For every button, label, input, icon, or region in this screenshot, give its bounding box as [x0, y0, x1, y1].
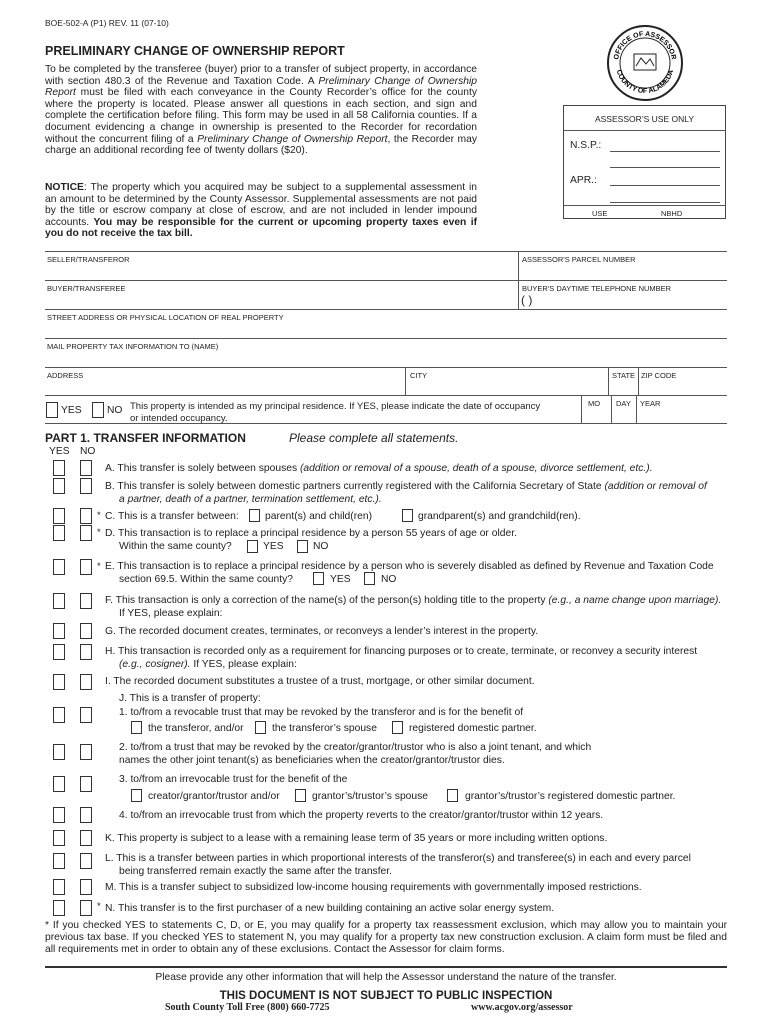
stmt-c: C. This is a transfer between: — [105, 511, 239, 522]
j1-partner-label: registered domestic partner. — [409, 723, 537, 734]
stmt-g: G. The recorded document creates, terminates, or reconveys a lender’s interest in the property. — [105, 626, 539, 637]
stmt-d-county-yes-label: YES — [263, 541, 284, 552]
address-label: ADDRESS — [47, 371, 84, 380]
apn-input[interactable] — [522, 264, 722, 280]
form-id: BOE-502-A (P1) REV. 11 (07-10) — [45, 18, 169, 28]
notice-paragraph: NOTICE: The property which you acquired may be subject to a supplemental assessment in an amount to be determined by the County Assessor. Supplemental assessments are not paid by the title or escrow company at close of escrow, and are not included in lender impound accounts. You may be responsible for the current or upcoming property taxes even if you do not receive the tax bill. — [45, 182, 477, 240]
stmt-d-no[interactable] — [80, 525, 92, 541]
principal-yes-checkbox[interactable] — [46, 402, 58, 418]
stmt-n-star: * — [97, 901, 101, 912]
stmt-j2-no[interactable] — [80, 744, 92, 760]
stmt-h-yes[interactable] — [53, 644, 65, 660]
seller-input[interactable] — [45, 264, 515, 280]
stmt-l: L. This is a transfer between parties in which proportional interests of the transferor(s) and transferee(s) in each and every parcel — [105, 853, 691, 864]
principal-text-2: or intended occupancy. — [130, 413, 228, 424]
j1-spouse-label: the transferor’s spouse — [272, 723, 377, 734]
stmt-c-star: * — [97, 510, 101, 521]
part1-no-header: NO — [80, 446, 96, 457]
state-label: STATE — [612, 371, 636, 380]
nsp-field[interactable] — [610, 151, 720, 152]
j3-spouse-checkbox[interactable] — [295, 789, 306, 802]
stmt-e-yes[interactable] — [53, 559, 65, 575]
stmt-e-county-no[interactable] — [364, 572, 375, 585]
stmt-d-yes[interactable] — [53, 525, 65, 541]
stmt-j3-no[interactable] — [80, 776, 92, 792]
stmt-h: H. This transaction is recorded only as a requirement for financing purposes or to create, terminate, or reconvey a security interest — [105, 646, 698, 657]
j1-transferor-label: the transferor, and/or — [148, 723, 244, 734]
nbhd-label: NBHD — [661, 209, 683, 218]
stmt-j3: 3. to/from an irrevocable trust for the benefit of the — [119, 774, 348, 785]
principal-yes-label: YES — [61, 405, 82, 416]
stmt-d-county-no-label: NO — [313, 541, 329, 552]
stmt-c-yes[interactable] — [53, 508, 65, 524]
stmt-j1-no[interactable] — [80, 707, 92, 723]
stmt-j2-cont: names the other joint tenant(s) as beneficiaries when the creator/grantor/trustor dies. — [119, 755, 505, 766]
mail-to-input[interactable] — [45, 351, 725, 367]
stmt-d-county-yes[interactable] — [247, 540, 258, 553]
j3-creator-checkbox[interactable] — [131, 789, 142, 802]
grandparent-label: grandparent(s) and grandchild(ren). — [418, 511, 581, 522]
stmt-m-no[interactable] — [80, 879, 92, 895]
stmt-k: K. This property is subject to a lease with a remaining lease term of 35 years or more including written options. — [105, 833, 608, 844]
stmt-m-yes[interactable] — [53, 879, 65, 895]
stmt-j4: 4. to/from an irrevocable trust from which the property reverts to the creator/grantor/trustor within 12 years. — [119, 810, 604, 821]
month-label: MO — [588, 399, 601, 408]
stmt-k-yes[interactable] — [53, 830, 65, 846]
stmt-j1-yes[interactable] — [53, 707, 65, 723]
county-seal-logo — [606, 24, 684, 102]
buyer-label: BUYER/TRANSFEREE — [47, 284, 126, 293]
parent-child-checkbox[interactable] — [249, 509, 260, 522]
buyer-input[interactable] — [45, 293, 515, 309]
stmt-a: A. This transfer is solely between spouses (addition or removal of a spouse, death of a spouse, divorce settlement, etc.). — [105, 463, 653, 474]
intro-paragraph: To be completed by the transferee (buyer) prior to a transfer of subject property, in accordance with section 480.3 of the Revenue and Taxation Code. A Preliminary Change of Ownership Report must be filed with each conveyance in the County Recorder’s office for the county where the property is located. Please answer all questions in each section, and sign and complete the certification before filing. This form may be used in all 58 California counties. If a document evidencing a change in ownership is presented to the Recorder for recordation without the concurrent filing of a Preliminary Change of Ownership Report, the Recorder may charge an additional recording fee of twenty dollars ($20). — [45, 64, 477, 157]
principal-no-label: NO — [107, 405, 123, 416]
stmt-f-explain: If YES, please explain: — [119, 608, 223, 619]
stmt-j3-yes[interactable] — [53, 776, 65, 792]
j1-partner-checkbox[interactable] — [392, 721, 403, 734]
stmt-g-no[interactable] — [80, 623, 92, 639]
stmt-d-county: Within the same county? — [119, 541, 232, 552]
j3-creator-label: creator/grantor/trustor and/or — [148, 791, 280, 802]
stmt-f: F. This transaction is only a correction of the name(s) of the person(s) holding title to the property (e.g., a name change upon marriage). — [105, 595, 722, 606]
stmt-f-no[interactable] — [80, 593, 92, 609]
principal-text: This property is intended as my principal residence. If YES, please indicate the date of occupancy — [130, 401, 541, 412]
stmt-d: D. This transaction is to replace a principal residence by a person 55 years of age or older. — [105, 528, 517, 539]
stmt-i: I. The recorded document substitutes a trustee of a trust, mortgage, or other similar document. — [105, 676, 535, 687]
street-address-label: STREET ADDRESS OR PHYSICAL LOCATION OF REAL PROPERTY — [47, 313, 284, 322]
page-title: PRELIMINARY CHANGE OF OWNERSHIP REPORT — [45, 44, 345, 58]
j3-partner-checkbox[interactable] — [447, 789, 458, 802]
stmt-e-county-yes[interactable] — [313, 572, 324, 585]
toll-free-number: South County Toll Free (800) 660-7725 — [165, 1002, 330, 1013]
stmt-b-cont: a partner, death of a partner, termination settlement, etc.). — [119, 494, 382, 505]
phone-input[interactable]: ( ) — [521, 293, 533, 307]
year-label: YEAR — [640, 399, 661, 408]
stmt-h-no[interactable] — [80, 644, 92, 660]
street-address-input[interactable] — [45, 322, 725, 338]
seller-label: SELLER/TRANSFEROR — [47, 255, 130, 264]
apn-label: ASSESSOR'S PARCEL NUMBER — [522, 255, 636, 264]
j3-partner-label: grantor’s/trustor’s registered domestic partner. — [465, 791, 676, 802]
stmt-j4-no[interactable] — [80, 807, 92, 823]
apr-label: APR.: — [570, 175, 597, 186]
stmt-j4-yes[interactable] — [53, 807, 65, 823]
day-label: DAY — [616, 399, 631, 408]
stmt-f-yes[interactable] — [53, 593, 65, 609]
assessor-box-title: ASSESSOR’S USE ONLY — [594, 114, 695, 124]
exclusion-note: * If you checked YES to statements C, D, or E, you may qualify for a property tax reassessment exclusion, which may allow you to maintain your previous tax base. If you checked YES to statement N, you may qualify for a property tax new construction exclusion. A claim form must be filed and all requirements met in order to obtain any of these exclusions. Contact the Assessor for claim forms. — [45, 920, 727, 956]
stmt-e-star: * — [97, 561, 101, 572]
part1-subtitle: Please complete all statements. — [289, 431, 459, 445]
stmt-a-no[interactable] — [80, 460, 92, 476]
stmt-j2-yes[interactable] — [53, 744, 65, 760]
stmt-l-yes[interactable] — [53, 853, 65, 869]
principal-no-checkbox[interactable] — [92, 402, 104, 418]
stmt-d-star: * — [97, 527, 101, 538]
stmt-l-cont: being transferred remain exactly the same after the transfer. — [119, 866, 393, 877]
zip-label: ZIP CODE — [641, 371, 677, 380]
city-input[interactable] — [408, 380, 606, 395]
stmt-g-yes[interactable] — [53, 623, 65, 639]
stmt-e: E. This transaction is to replace a principal residence by a person who is severely disabled as defined by Revenue and Taxation Code — [105, 561, 714, 572]
j1-transferor-checkbox[interactable] — [131, 721, 142, 734]
stmt-i-yes[interactable] — [53, 674, 65, 690]
stmt-m: M. This is a transfer subject to subsidized low-income housing requirements with governmentally imposed restrictions. — [105, 882, 642, 893]
svg-text:COUNTY OF ALAMEDA: COUNTY OF ALAMEDA — [614, 68, 676, 96]
stmt-d-county-no[interactable] — [297, 540, 308, 553]
parent-child-label: parent(s) and child(ren) — [265, 511, 373, 522]
public-inspection-notice: THIS DOCUMENT IS NOT SUBJECT TO PUBLIC INSPECTION — [219, 990, 553, 1002]
stmt-b-yes[interactable] — [53, 478, 65, 494]
additional-info-prompt: Please provide any other information that will help the Assessor understand the nature of the transfer. — [155, 972, 617, 983]
use-label: USE — [592, 209, 608, 218]
svg-text:OFFICE OF ASSESSOR: OFFICE OF ASSESSOR — [613, 30, 677, 61]
part1-yes-header: YES — [49, 446, 70, 457]
stmt-n: N. This transfer is to the first purchaser of a new building containing an active solar energy system. — [105, 903, 555, 914]
stmt-b: B. This transfer is solely between domestic partners currently registered with the California Secretary of State (addition or removal of — [105, 481, 707, 492]
apr-field[interactable] — [610, 185, 720, 186]
stmt-l-no[interactable] — [80, 853, 92, 869]
nsp-label: N.S.P.: — [570, 140, 602, 151]
j1-spouse-checkbox[interactable] — [255, 721, 266, 734]
grandparent-checkbox[interactable] — [402, 509, 413, 522]
stmt-i-no[interactable] — [80, 674, 92, 690]
stmt-e-county: section 69.5. Within the same county? — [119, 574, 293, 585]
part1-title: PART 1. TRANSFER INFORMATION — [45, 431, 246, 445]
stmt-a-yes[interactable] — [53, 460, 65, 476]
website-link[interactable]: www.acgov.org/assessor — [471, 1002, 573, 1013]
city-label: CITY — [410, 371, 428, 380]
stmt-k-no[interactable] — [80, 830, 92, 846]
stmt-n-yes[interactable] — [53, 900, 65, 916]
stmt-j: J. This is a transfer of property: — [119, 693, 261, 704]
stmt-e-county-yes-label: YES — [330, 574, 351, 585]
stmt-j1: 1. to/from a revocable trust that may be revoked by the transferor and is for the benefit of — [119, 707, 524, 718]
stmt-j2: 2. to/from a trust that may be revoked by the creator/grantor/trustor who is also a joint tenant, and which — [119, 742, 592, 753]
j3-spouse-label: grantor’s/trustor’s spouse — [312, 791, 428, 802]
address-input[interactable] — [45, 380, 403, 395]
stmt-b-no[interactable] — [80, 478, 92, 494]
mail-to-label: MAIL PROPERTY TAX INFORMATION TO (NAME) — [47, 342, 219, 351]
stmt-n-no[interactable] — [80, 900, 92, 916]
stmt-e-no[interactable] — [80, 559, 92, 575]
stmt-c-no[interactable] — [80, 508, 92, 524]
stmt-h-explain: (e.g., cosigner). If YES, please explain: — [119, 659, 297, 670]
phone-label: BUYER'S DAYTIME TELEPHONE NUMBER — [522, 284, 672, 293]
stmt-e-county-no-label: NO — [381, 574, 397, 585]
